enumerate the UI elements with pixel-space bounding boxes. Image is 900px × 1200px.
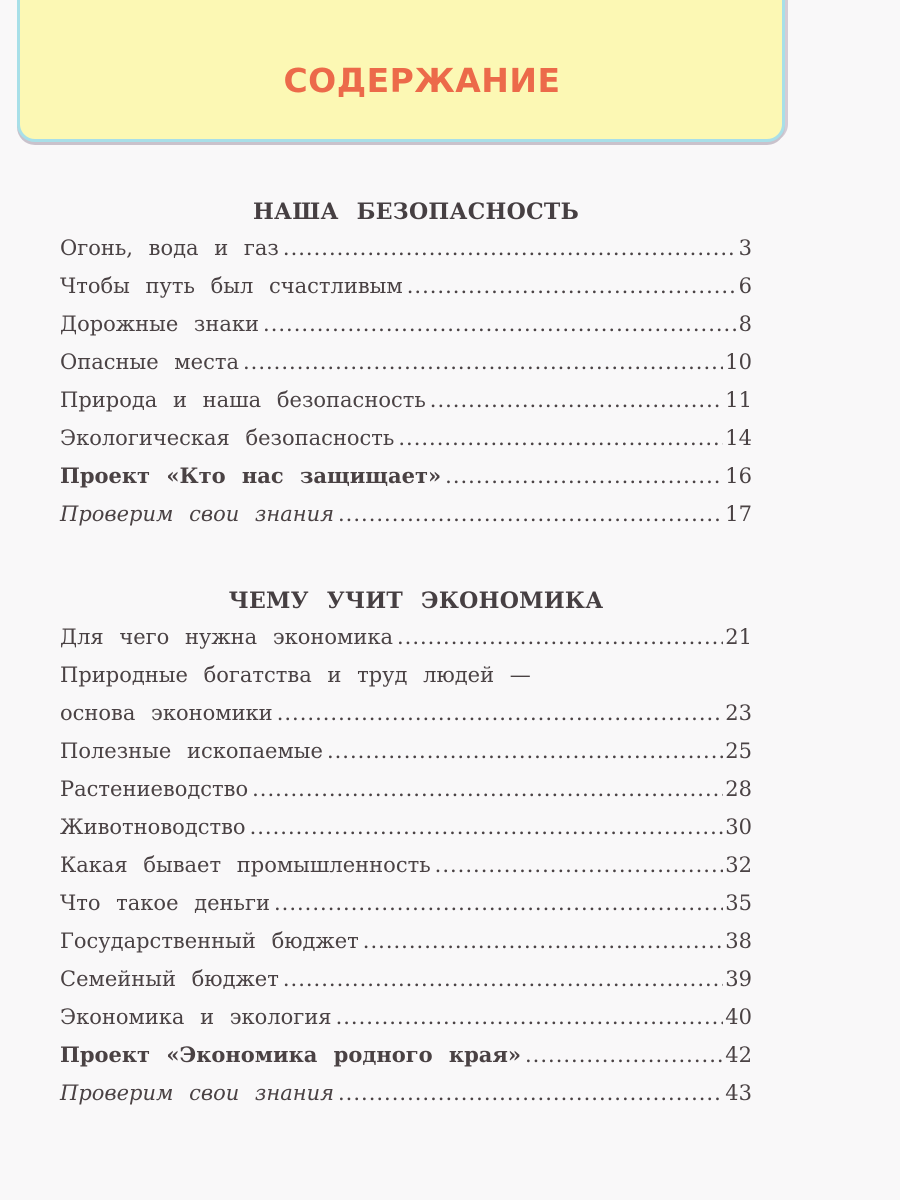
toc-entry-page: 8 xyxy=(738,312,752,336)
dot-leader xyxy=(338,1074,723,1112)
toc-entry-page: 38 xyxy=(725,929,752,953)
toc-entry-page: 40 xyxy=(725,1005,752,1029)
toc-entry-label-line1[interactable]: Природные богатства и труд людей — xyxy=(60,663,531,687)
section-title-safety: НАША БЕЗОПАСНОСТЬ xyxy=(252,199,580,225)
toc-entry[interactable] xyxy=(60,618,752,656)
toc-entry-label: Огонь, вода и газ xyxy=(60,236,279,260)
dot-leader xyxy=(252,770,723,808)
toc-entry-page: 17 xyxy=(725,502,752,526)
toc-entry-project[interactable] xyxy=(60,1036,752,1074)
dot-leader xyxy=(435,846,724,884)
toc-entry-page: 25 xyxy=(725,739,752,763)
toc-entry-label: Проверим свои знания xyxy=(60,1081,334,1105)
toc-entry-page: 11 xyxy=(725,388,752,412)
toc-entry-page: 3 xyxy=(738,236,752,260)
dot-leader xyxy=(250,808,724,846)
toc-entry[interactable] xyxy=(60,732,752,770)
toc-entry-label: Проект «Экономика родного края» xyxy=(60,1042,521,1067)
dot-leader xyxy=(263,305,737,343)
dot-leader xyxy=(336,998,724,1036)
toc-entry[interactable] xyxy=(60,267,752,305)
dot-leader xyxy=(407,267,737,305)
dot-leader xyxy=(430,381,723,419)
dot-leader xyxy=(398,419,723,457)
toc-entry-label: Экологическая безопасность xyxy=(60,426,395,450)
toc-entry[interactable] xyxy=(60,846,752,884)
toc-entry[interactable] xyxy=(60,229,752,267)
toc-entry-page: 16 xyxy=(725,464,752,488)
dot-leader xyxy=(327,732,723,770)
toc-entry-page: 32 xyxy=(725,853,752,877)
header-banner xyxy=(17,0,785,142)
dot-leader xyxy=(397,618,723,656)
toc-entry-page: 28 xyxy=(725,777,752,801)
toc-entry-page: 23 xyxy=(725,701,752,725)
toc-entry-page: 43 xyxy=(725,1081,752,1105)
toc-entry-page: 6 xyxy=(738,274,752,298)
toc-entry-label: Опасные места xyxy=(60,350,239,374)
toc-entry-page: 10 xyxy=(725,350,752,374)
toc-entry-label: Полезные ископаемые xyxy=(60,739,323,763)
toc-entry-label: основа экономики xyxy=(60,701,273,725)
toc-entry-label: Природа и наша безопасность xyxy=(60,388,426,412)
toc-entry-page: 14 xyxy=(725,426,752,450)
dot-leader xyxy=(277,694,724,732)
dot-leader xyxy=(283,960,723,998)
toc-entry-page: 35 xyxy=(725,891,752,915)
toc-entry-label: Экономика и экология xyxy=(60,1005,332,1029)
toc-entry-label: Для чего нужна экономика xyxy=(60,625,393,649)
toc-entry-project[interactable] xyxy=(60,457,752,495)
toc-entry-label: Какая бывает промышленность xyxy=(60,853,431,877)
toc-entry-label: Что такое деньги xyxy=(60,891,270,915)
table-of-contents xyxy=(60,195,752,1112)
toc-entry-label: Проверим свои знания xyxy=(60,502,334,526)
dot-leader xyxy=(243,343,723,381)
toc-entry[interactable] xyxy=(60,381,752,419)
toc-entry-page: 42 xyxy=(725,1043,752,1067)
toc-entry[interactable] xyxy=(60,884,752,922)
dot-leader xyxy=(338,495,723,533)
toc-entry-label: Государственный бюджет xyxy=(60,929,359,953)
toc-entry[interactable] xyxy=(60,960,752,998)
toc-entry-label: Проект «Кто нас защищает» xyxy=(60,463,442,488)
toc-entry[interactable] xyxy=(60,998,752,1036)
toc-entry[interactable] xyxy=(60,922,752,960)
toc-entry-page: 39 xyxy=(725,967,752,991)
toc-entry[interactable] xyxy=(60,343,752,381)
dot-leader xyxy=(283,229,737,267)
dot-leader xyxy=(525,1036,723,1074)
toc-entry-page: 30 xyxy=(725,815,752,839)
toc-entry[interactable] xyxy=(60,808,752,846)
toc-entry-label: Животноводство xyxy=(60,815,246,839)
section-title-economics: ЧЕМУ УЧИТ ЭКОНОМИКА xyxy=(228,588,604,614)
dot-leader xyxy=(445,457,723,495)
toc-entry-review[interactable] xyxy=(60,495,752,533)
toc-entry-page: 21 xyxy=(725,625,752,649)
toc-entry-label: Чтобы путь был счастливым xyxy=(60,274,403,298)
toc-entry-label: Растениеводство xyxy=(60,777,249,801)
dot-leader xyxy=(274,884,723,922)
dot-leader xyxy=(363,922,723,960)
toc-entry[interactable] xyxy=(60,305,752,343)
toc-entry[interactable] xyxy=(60,770,752,808)
toc-entry-review[interactable] xyxy=(60,1074,752,1112)
toc-entry-label: Семейный бюджет xyxy=(60,967,279,991)
toc-entry[interactable] xyxy=(60,419,752,457)
toc-entry-label: Дорожные знаки xyxy=(60,312,260,336)
page-title: СОДЕРЖАНИЕ xyxy=(283,61,561,100)
toc-entry[interactable] xyxy=(60,694,752,732)
